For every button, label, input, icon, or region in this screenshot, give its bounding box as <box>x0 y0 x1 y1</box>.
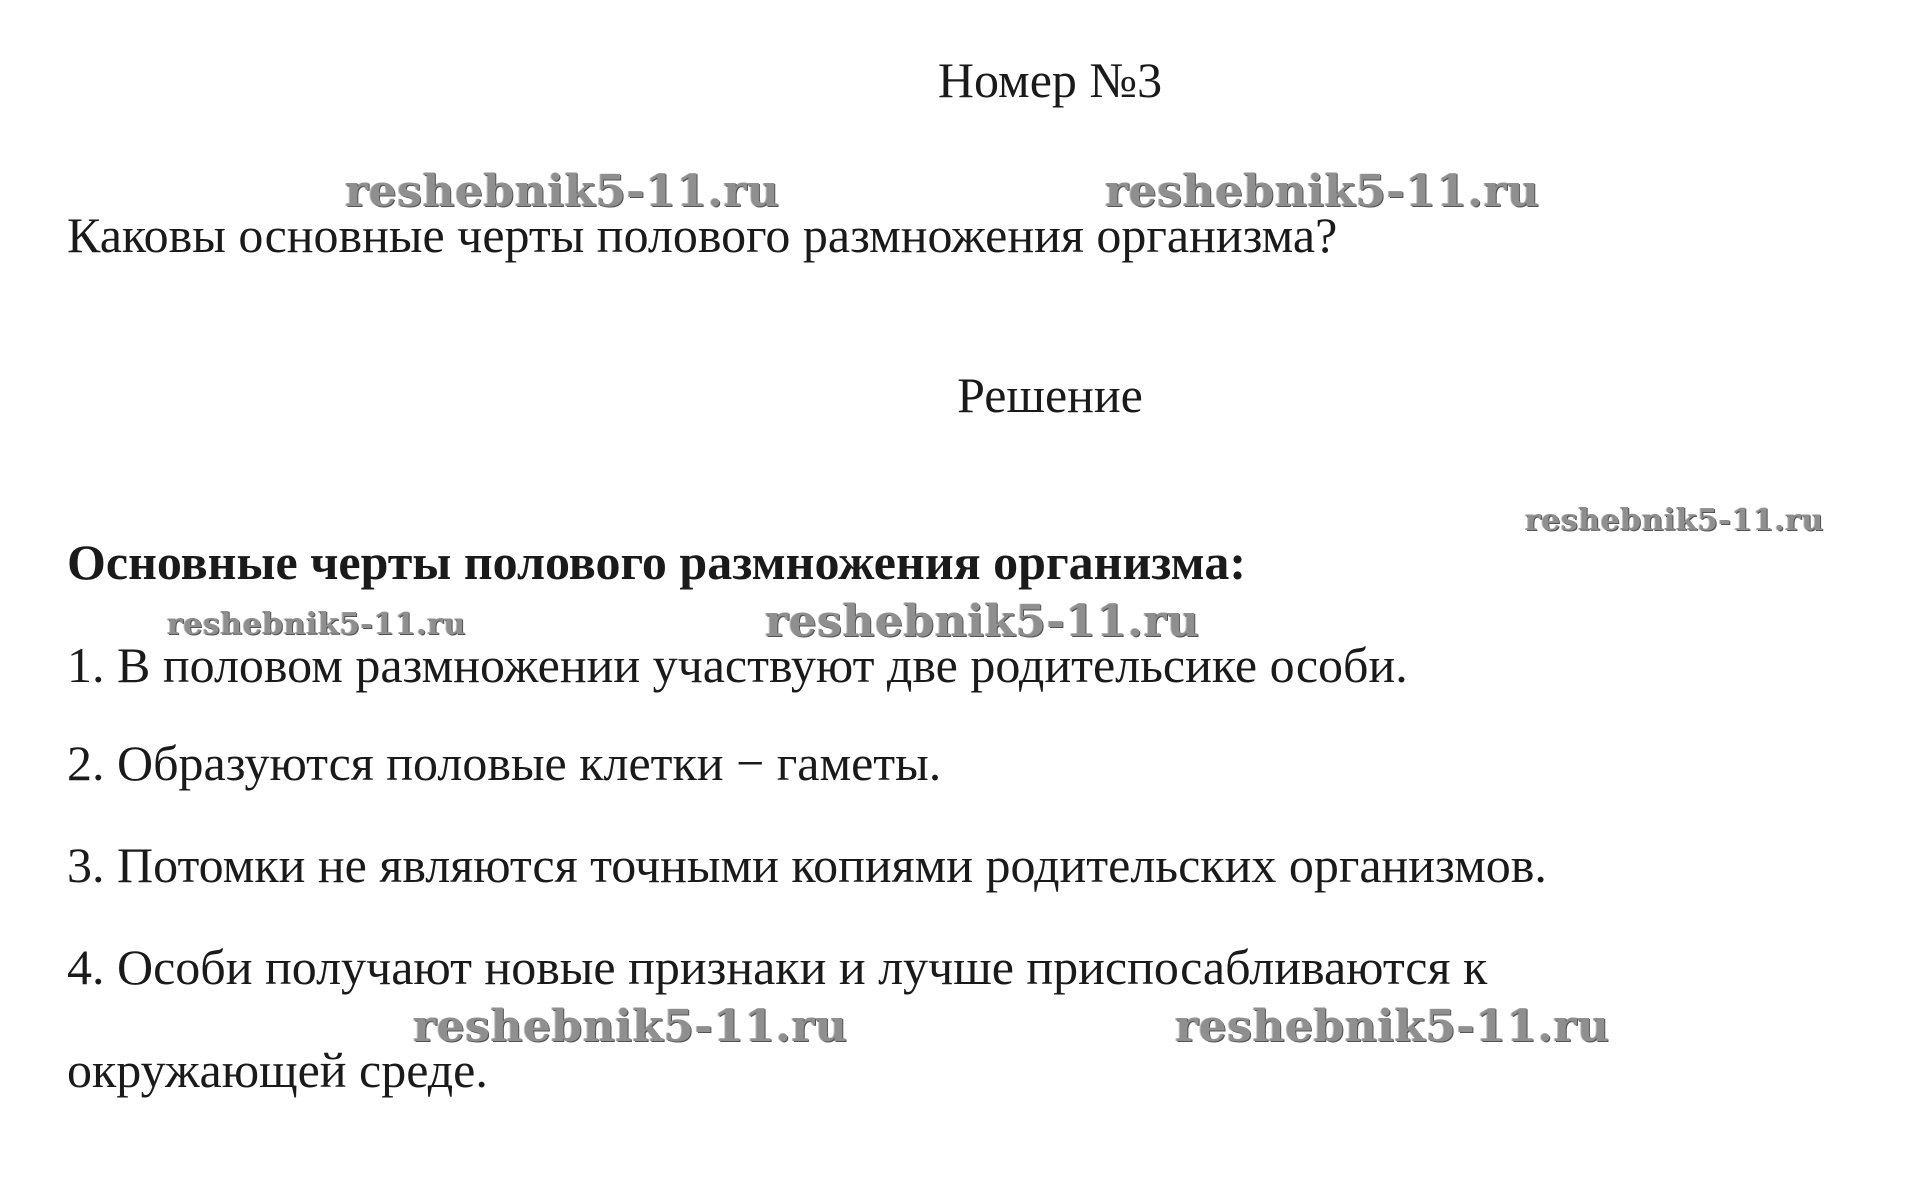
watermark: reshebnik5-11.ru <box>765 596 1200 647</box>
watermark: reshebnik5-11.ru <box>413 1001 848 1052</box>
watermark: reshebnik5-11.ru <box>345 166 780 217</box>
solution-heading: Решение <box>957 367 1143 423</box>
answer-item-4-continuation: окружающей среде. <box>67 1042 488 1098</box>
answer-item-4: 4. Особи получают новые признаки и лучше приспосабливаются к <box>67 939 1488 995</box>
page-title: Номер №3 <box>937 52 1163 108</box>
watermark: reshebnik5-11.ru <box>167 607 466 642</box>
watermark: reshebnik5-11.ru <box>1525 503 1824 538</box>
answer-item-3: 3. Потомки не являются точными копиями родительских организмов. <box>67 837 1547 893</box>
answer-item-2: 2. Образуются половые клетки − гаметы. <box>67 735 942 791</box>
question-text: Каковы основные черты полового размножения организма? <box>67 207 1338 263</box>
watermark: reshebnik5-11.ru <box>1175 1001 1610 1052</box>
answer-item-1: 1. В половом размножении участвуют две родительсике особи. <box>67 637 1408 693</box>
answer-heading: Основные черты полового размножения организма: <box>67 534 1247 590</box>
watermark: reshebnik5-11.ru <box>1105 166 1540 217</box>
